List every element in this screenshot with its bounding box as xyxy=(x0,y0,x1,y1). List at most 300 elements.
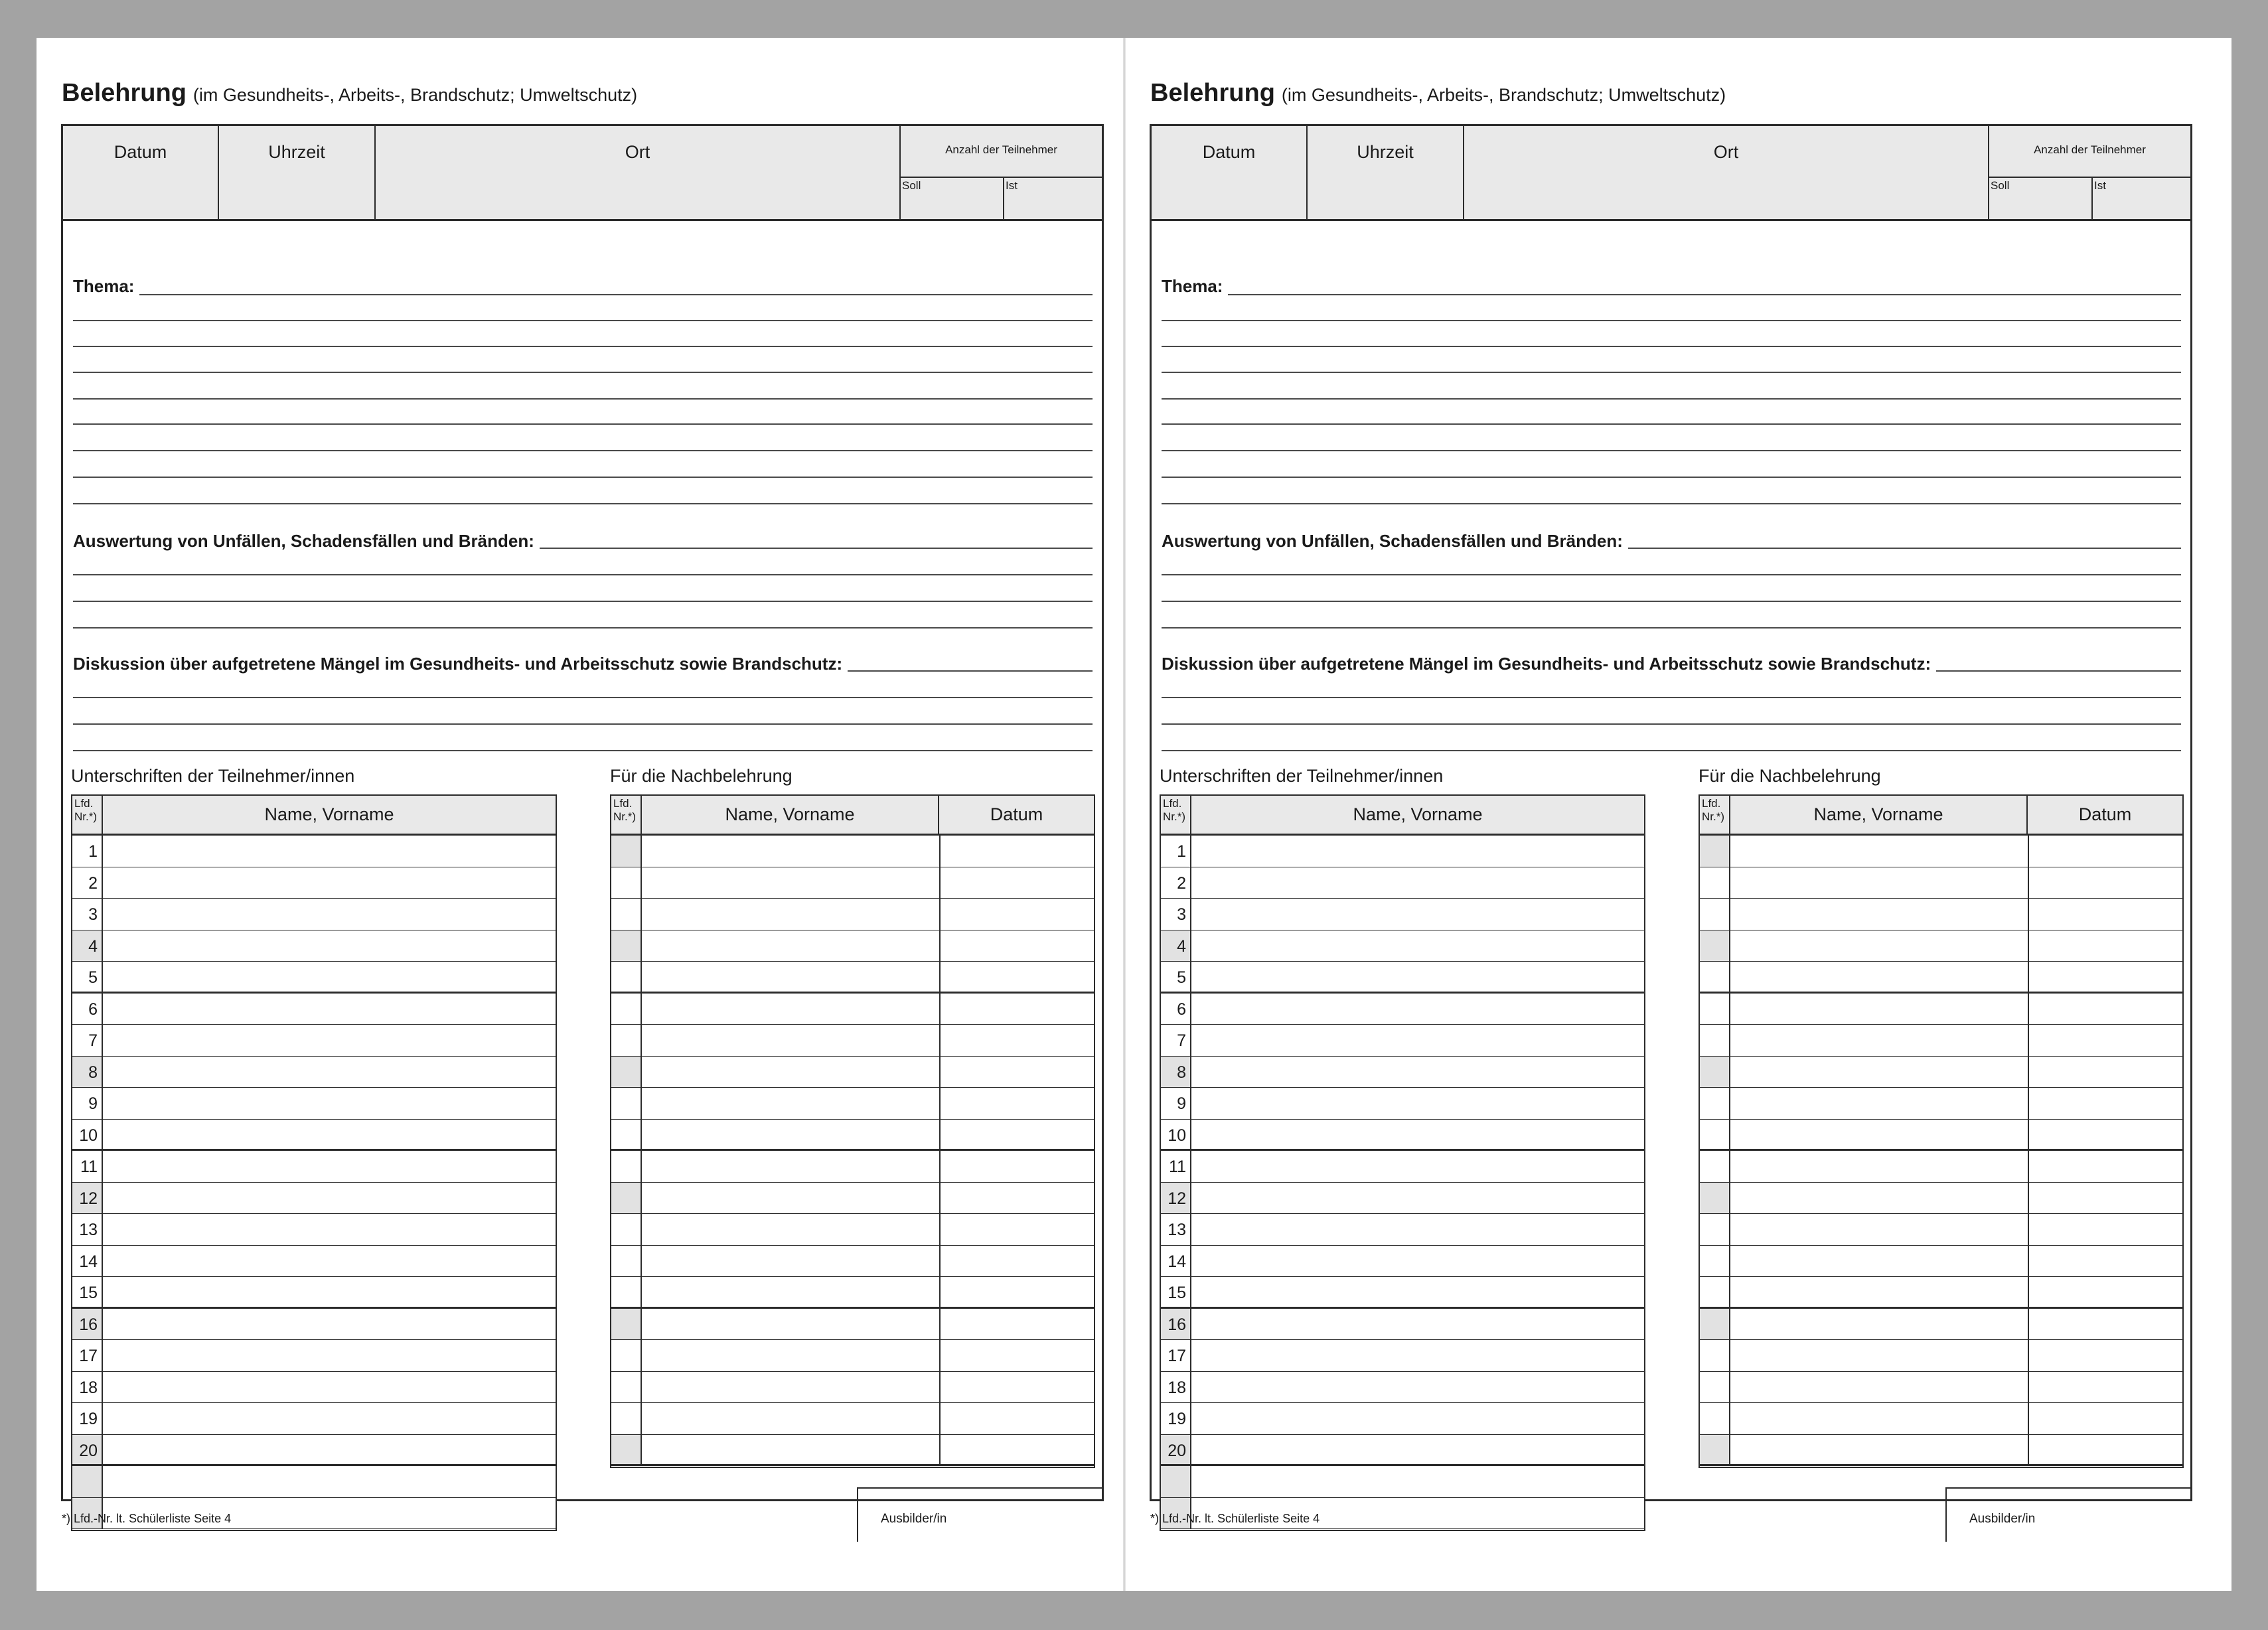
nachbelehrung-row[interactable] xyxy=(1700,867,2182,899)
row-number: 4 xyxy=(1161,930,1191,962)
datum-column-divider xyxy=(939,1088,941,1119)
row-number-cell xyxy=(611,1277,642,1307)
row-number-cell xyxy=(1700,1214,1730,1245)
row-number: 13 xyxy=(72,1214,103,1245)
row-number-cell xyxy=(611,1151,642,1182)
nachbelehrung-lfd-header xyxy=(611,796,642,834)
datum-column-divider xyxy=(939,1277,941,1307)
writing-line[interactable] xyxy=(1162,574,2181,575)
datum-column-divider xyxy=(939,1214,941,1245)
row-number: 19 xyxy=(1161,1403,1191,1434)
header-datum-field[interactable] xyxy=(1152,126,1308,219)
writing-line[interactable] xyxy=(1162,398,2181,400)
writing-line[interactable] xyxy=(1162,750,2181,751)
row-number: 1 xyxy=(72,836,103,867)
signature-row[interactable] xyxy=(72,1309,556,1341)
writing-line[interactable] xyxy=(73,372,1093,373)
writing-line[interactable] xyxy=(73,601,1093,602)
signature-row[interactable] xyxy=(1161,1183,1644,1215)
nachbelehrung-row[interactable] xyxy=(1700,930,2182,962)
row-number-cell xyxy=(1700,1025,1730,1056)
lfd-header-line2: Nr.*) xyxy=(74,810,97,823)
row-number: 4 xyxy=(72,930,103,962)
nachbelehrung-row[interactable] xyxy=(1700,1214,2182,1246)
footnote: *) Lfd.-Nr. lt. Schülerliste Seite 4 xyxy=(62,1512,232,1525)
row-number xyxy=(72,1466,103,1497)
signature-row[interactable] xyxy=(1161,899,1644,930)
form-title-subtitle: (im Gesundheits-, Arbeits-, Brandschutz; Umweltschutz) xyxy=(192,85,638,105)
nachbelehrung-row[interactable] xyxy=(611,1120,1094,1151)
signature-row[interactable] xyxy=(72,1246,556,1278)
datum-column-divider xyxy=(2028,1309,2029,1340)
datum-column-divider xyxy=(2028,1277,2029,1307)
datum-column-divider xyxy=(939,836,941,867)
nachbelehrung-row[interactable] xyxy=(1700,994,2182,1025)
datum-column-divider xyxy=(939,1403,941,1434)
signature-row[interactable] xyxy=(72,994,556,1025)
signature-row[interactable] xyxy=(72,1120,556,1151)
diskussion-label: Diskussion über aufgetretene Mängel im Gesundheits- und Arbeitsschutz sowie Brandschutz: xyxy=(1162,654,1936,674)
nachbelehrung-table-header xyxy=(611,796,1094,836)
row-number-cell xyxy=(611,1183,642,1214)
row-number-cell xyxy=(611,836,642,867)
datum-column-divider xyxy=(2028,1403,2029,1434)
datum-column-divider xyxy=(2028,930,2029,962)
form-title xyxy=(1150,79,1726,108)
datum-column-divider xyxy=(2028,1214,2029,1245)
writing-line[interactable] xyxy=(73,346,1093,347)
nachbelehrung-row[interactable] xyxy=(611,1340,1094,1372)
lfd-header-line2: Nr.*) xyxy=(1702,810,1724,823)
header-soll-field[interactable] xyxy=(901,178,1004,219)
datum-column-divider xyxy=(2028,994,2029,1025)
header-datum-label: Datum xyxy=(113,142,167,162)
signature-row[interactable] xyxy=(1161,1309,1644,1341)
row-number-cell xyxy=(1700,1435,1730,1465)
nachbelehrung-row[interactable] xyxy=(1700,1340,2182,1372)
row-number-cell xyxy=(1700,962,1730,992)
nachbelehrung-row[interactable] xyxy=(1700,1183,2182,1215)
header-ist-field[interactable] xyxy=(1004,178,1102,219)
lfd-header-line2: Nr.*) xyxy=(613,810,636,823)
row-number: 9 xyxy=(1161,1088,1191,1119)
nachbelehrung-row[interactable] xyxy=(611,1246,1094,1278)
writing-line[interactable] xyxy=(73,627,1093,629)
nachbelehrung-row[interactable] xyxy=(611,994,1094,1025)
datum-column-divider xyxy=(939,899,941,930)
signature-row[interactable] xyxy=(72,962,556,994)
writing-line[interactable] xyxy=(73,723,1093,725)
header-ist-field[interactable] xyxy=(2093,178,2190,219)
row-number-cell xyxy=(611,867,642,899)
datum-column-divider xyxy=(2028,1183,2029,1214)
nachbelehrung-row[interactable] xyxy=(611,962,1094,994)
row-number-cell xyxy=(1700,1340,1730,1371)
nachbelehrung-name-header: Name, Vorname xyxy=(642,796,939,834)
nachbelehrung-row[interactable] xyxy=(1700,1120,2182,1151)
signature-row[interactable] xyxy=(1161,930,1644,962)
row-number-cell xyxy=(611,1309,642,1340)
form-page-left xyxy=(37,38,1123,1591)
writing-line[interactable] xyxy=(73,423,1093,425)
nachbelehrung-row[interactable] xyxy=(1700,1309,2182,1341)
signature-row[interactable] xyxy=(1161,1151,1644,1183)
signature-row[interactable] xyxy=(72,1088,556,1120)
nachbelehrung-row[interactable] xyxy=(611,930,1094,962)
row-number-cell xyxy=(1700,1309,1730,1340)
row-number-cell xyxy=(611,1246,642,1277)
diskussion-label: Diskussion über aufgetretene Mängel im Gesundheits- und Arbeitsschutz sowie Brandschutz: xyxy=(73,654,848,674)
row-number: 12 xyxy=(1161,1183,1191,1214)
row-number-cell xyxy=(1700,836,1730,867)
nachbelehrung-row[interactable] xyxy=(1700,1403,2182,1435)
row-number-cell xyxy=(1700,1120,1730,1149)
datum-column-divider xyxy=(939,1183,941,1214)
signature-row[interactable] xyxy=(72,1340,556,1372)
signature-row[interactable] xyxy=(72,1403,556,1435)
signature-row[interactable] xyxy=(1161,1246,1644,1278)
datum-column-divider xyxy=(939,867,941,899)
nachbelehrung-row[interactable] xyxy=(1700,1088,2182,1120)
datum-column-divider xyxy=(2028,867,2029,899)
header-soll-label: Soll xyxy=(1991,179,2010,192)
writing-line[interactable] xyxy=(73,320,1093,321)
signature-row[interactable] xyxy=(72,836,556,867)
row-number-cell xyxy=(611,1025,642,1056)
header-uhrzeit-field[interactable] xyxy=(219,126,376,219)
datum-column-divider xyxy=(2028,1088,2029,1119)
signature-row[interactable] xyxy=(1161,1214,1644,1246)
datum-column-divider xyxy=(2028,962,2029,992)
nachbelehrung-row[interactable] xyxy=(611,1435,1094,1467)
header-row xyxy=(63,126,1102,221)
nachbelehrung-caption: Für die Nachbelehrung xyxy=(610,766,793,786)
writing-line[interactable] xyxy=(1162,627,2181,629)
signature-row[interactable] xyxy=(1161,1340,1644,1372)
header-anzahl-label: Anzahl der Teilnehmer xyxy=(901,126,1102,178)
writing-line[interactable] xyxy=(73,750,1093,751)
signatures-name-header: Name, Vorname xyxy=(1353,804,1483,824)
auswertung-label: Auswertung von Unfällen, Schadensfällen und Bränden: xyxy=(73,531,540,552)
header-ist-label: Ist xyxy=(1006,179,1018,192)
row-number: 17 xyxy=(1161,1340,1191,1371)
row-number-cell xyxy=(1700,1372,1730,1403)
form-page-right xyxy=(1125,38,2212,1591)
nachbelehrung-row[interactable] xyxy=(611,899,1094,930)
datum-column-divider xyxy=(939,1151,941,1182)
nachbelehrung-row[interactable] xyxy=(1700,1435,2182,1467)
row-number: 18 xyxy=(1161,1372,1191,1403)
signatures-table-header xyxy=(1161,796,1644,836)
writing-line[interactable] xyxy=(73,294,1093,295)
row-number: 14 xyxy=(72,1246,103,1277)
signatures-lfd-header xyxy=(1161,796,1191,834)
writing-line[interactable] xyxy=(73,503,1093,504)
header-datum-field[interactable] xyxy=(63,126,219,219)
nachbelehrung-row[interactable] xyxy=(1700,1277,2182,1309)
datum-column-divider xyxy=(2028,1372,2029,1403)
datum-column-divider xyxy=(939,1309,941,1340)
row-number: 6 xyxy=(1161,994,1191,1025)
datum-column-divider xyxy=(939,1372,941,1403)
header-soll-label: Soll xyxy=(902,179,921,192)
row-number-cell xyxy=(1700,994,1730,1025)
header-ort-label: Ort xyxy=(625,142,650,162)
writing-line[interactable] xyxy=(1162,346,2181,347)
writing-line[interactable] xyxy=(73,697,1093,698)
nachbelehrung-table-header xyxy=(1700,796,2182,836)
writing-line[interactable] xyxy=(1162,320,2181,321)
datum-column-divider xyxy=(2028,1057,2029,1088)
row-number: 11 xyxy=(72,1151,103,1182)
row-number: 6 xyxy=(72,994,103,1025)
header-datum-label: Datum xyxy=(1202,142,1256,162)
row-number: 7 xyxy=(1161,1025,1191,1056)
signature-row[interactable] xyxy=(72,1183,556,1215)
signature-row[interactable] xyxy=(72,1435,556,1467)
writing-line[interactable] xyxy=(1162,294,2181,295)
row-number: 8 xyxy=(72,1057,103,1088)
row-number: 13 xyxy=(1161,1214,1191,1245)
datum-column-divider xyxy=(939,1340,941,1371)
signatures-lfd-header xyxy=(72,796,103,834)
row-number: 19 xyxy=(72,1403,103,1434)
nachbelehrung-row[interactable] xyxy=(611,1214,1094,1246)
nachbelehrung-datum-header: Datum xyxy=(990,804,1043,824)
lfd-header-line2: Nr.*) xyxy=(1163,810,1185,823)
datum-column-divider xyxy=(939,1057,941,1088)
header-row xyxy=(1152,126,2190,221)
thema-label: Thema: xyxy=(1162,276,1228,297)
row-number: 3 xyxy=(72,899,103,930)
signature-row[interactable] xyxy=(1161,1277,1644,1309)
nachbelehrung-row[interactable] xyxy=(611,1183,1094,1215)
form-title-main: Belehrung xyxy=(62,79,187,107)
datum-column-divider xyxy=(939,1025,941,1056)
row-number: 5 xyxy=(72,962,103,992)
row-number: 1 xyxy=(1161,836,1191,867)
ausbilder-label: Ausbilder/in xyxy=(1969,1512,2036,1526)
datum-column-divider xyxy=(939,1246,941,1277)
datum-column-divider xyxy=(2028,1025,2029,1056)
row-number: 5 xyxy=(1161,962,1191,992)
datum-column-divider xyxy=(2028,899,2029,930)
header-uhrzeit-label: Uhrzeit xyxy=(1357,142,1414,162)
signature-row[interactable] xyxy=(72,1214,556,1246)
form-title-main: Belehrung xyxy=(1150,79,1275,107)
row-number: 11 xyxy=(1161,1151,1191,1182)
signatures-caption: Unterschriften der Teilnehmer/innen xyxy=(71,766,355,786)
header-ort-field[interactable] xyxy=(376,126,901,219)
datum-column-divider xyxy=(939,1120,941,1149)
nachbelehrung-row[interactable] xyxy=(1700,1151,2182,1183)
nachbelehrung-row[interactable] xyxy=(1700,1025,2182,1057)
signature-row[interactable] xyxy=(72,1151,556,1183)
form-title xyxy=(62,79,637,108)
nachbelehrung-row[interactable] xyxy=(611,1309,1094,1341)
row-number-cell xyxy=(1700,867,1730,899)
lfd-header-line1: Lfd. xyxy=(1702,797,1721,810)
signatures-table-header xyxy=(72,796,556,836)
signature-row[interactable] xyxy=(1161,994,1644,1025)
footnote: *) Lfd.-Nr. lt. Schülerliste Seite 4 xyxy=(1150,1512,1320,1525)
nachbelehrung-row[interactable] xyxy=(1700,1372,2182,1404)
nachbelehrung-table xyxy=(1699,794,2184,1468)
row-number: 9 xyxy=(72,1088,103,1119)
writing-line[interactable] xyxy=(1162,477,2181,478)
row-number-cell xyxy=(1700,1057,1730,1088)
writing-line[interactable] xyxy=(1162,697,2181,698)
nachbelehrung-caption: Für die Nachbelehrung xyxy=(1699,766,1881,786)
row-number-cell xyxy=(1700,1277,1730,1307)
document-sheet xyxy=(37,38,2231,1591)
row-number-cell xyxy=(1700,1088,1730,1119)
writing-line[interactable] xyxy=(73,477,1093,478)
writing-line[interactable] xyxy=(1162,723,2181,725)
row-number: 10 xyxy=(1161,1120,1191,1149)
lfd-header-line1: Lfd. xyxy=(1163,797,1182,810)
signatures-table xyxy=(1160,794,1645,1531)
row-number: 20 xyxy=(1161,1435,1191,1465)
row-number-cell xyxy=(611,1372,642,1403)
signature-row[interactable] xyxy=(72,899,556,930)
signature-row[interactable] xyxy=(1161,1025,1644,1057)
header-uhrzeit-field[interactable] xyxy=(1308,126,1464,219)
row-number: 17 xyxy=(72,1340,103,1371)
header-ort-label: Ort xyxy=(1713,142,1739,162)
nachbelehrung-row[interactable] xyxy=(1700,962,2182,994)
nachbelehrung-row[interactable] xyxy=(1700,836,2182,867)
row-number-cell xyxy=(611,1057,642,1088)
thema-label: Thema: xyxy=(73,276,139,297)
nachbelehrung-lfd-header xyxy=(1700,796,1730,834)
datum-column-divider xyxy=(939,962,941,992)
row-number-cell xyxy=(611,899,642,930)
signature-row[interactable] xyxy=(1161,1057,1644,1088)
datum-column-divider xyxy=(2028,1120,2029,1149)
datum-column-divider xyxy=(2028,1151,2029,1182)
row-number-cell xyxy=(1700,899,1730,930)
row-number xyxy=(1161,1466,1191,1497)
signature-row[interactable] xyxy=(72,1466,556,1498)
writing-line[interactable] xyxy=(73,450,1093,451)
nachbelehrung-row[interactable] xyxy=(611,1025,1094,1057)
row-number: 16 xyxy=(1161,1309,1191,1340)
writing-line[interactable] xyxy=(1162,503,2181,504)
signature-row[interactable] xyxy=(1161,836,1644,867)
nachbelehrung-row[interactable] xyxy=(611,1277,1094,1309)
header-ist-label: Ist xyxy=(2094,179,2106,192)
signature-row[interactable] xyxy=(1161,1088,1644,1120)
row-number: 16 xyxy=(72,1309,103,1340)
row-number-cell xyxy=(1700,930,1730,962)
signature-row[interactable] xyxy=(72,1057,556,1088)
signature-row[interactable] xyxy=(1161,1372,1644,1404)
row-number: 18 xyxy=(72,1372,103,1403)
row-number-cell xyxy=(611,1435,642,1465)
signature-row[interactable] xyxy=(72,1025,556,1057)
writing-line[interactable] xyxy=(73,398,1093,400)
writing-line[interactable] xyxy=(1162,372,2181,373)
writing-line[interactable] xyxy=(1162,423,2181,425)
header-soll-field[interactable] xyxy=(1989,178,2093,219)
datum-column-divider xyxy=(2028,1246,2029,1277)
signature-row[interactable] xyxy=(72,867,556,899)
header-anzahl-label: Anzahl der Teilnehmer xyxy=(1989,126,2190,178)
signature-row[interactable] xyxy=(1161,867,1644,899)
datum-column-divider xyxy=(2028,836,2029,867)
datum-column-divider xyxy=(939,1435,941,1465)
row-number: 15 xyxy=(1161,1277,1191,1307)
row-number: 2 xyxy=(1161,867,1191,899)
header-uhrzeit-label: Uhrzeit xyxy=(268,142,325,162)
row-number: 8 xyxy=(1161,1057,1191,1088)
row-number: 7 xyxy=(72,1025,103,1056)
datum-column-divider xyxy=(939,930,941,962)
row-number: 10 xyxy=(72,1120,103,1149)
row-number: 15 xyxy=(72,1277,103,1307)
row-number-cell xyxy=(1700,1403,1730,1434)
form-title-subtitle: (im Gesundheits-, Arbeits-, Brandschutz; Umweltschutz) xyxy=(1281,85,1726,105)
row-number-cell xyxy=(1700,1183,1730,1214)
writing-line[interactable] xyxy=(1162,450,2181,451)
signatures-caption: Unterschriften der Teilnehmer/innen xyxy=(1160,766,1444,786)
signature-row[interactable] xyxy=(1161,962,1644,994)
signature-row[interactable] xyxy=(1161,1120,1644,1151)
row-number-cell xyxy=(611,1214,642,1245)
row-number: 12 xyxy=(72,1183,103,1214)
nachbelehrung-datum-header: Datum xyxy=(2078,804,2132,824)
row-number-cell xyxy=(611,930,642,962)
header-anzahl-group xyxy=(901,126,1102,219)
nachbelehrung-row[interactable] xyxy=(611,867,1094,899)
nachbelehrung-name-header: Name, Vorname xyxy=(1730,796,2028,834)
signatures-table xyxy=(71,794,557,1531)
nachbelehrung-row[interactable] xyxy=(1700,1246,2182,1278)
row-number: 20 xyxy=(72,1435,103,1465)
row-number-cell xyxy=(611,1403,642,1434)
ausbilder-label: Ausbilder/in xyxy=(881,1512,947,1526)
nachbelehrung-row[interactable] xyxy=(611,1088,1094,1120)
writing-line[interactable] xyxy=(1162,601,2181,602)
signature-row[interactable] xyxy=(1161,1403,1644,1435)
signature-row[interactable] xyxy=(1161,1435,1644,1467)
lfd-header-line1: Lfd. xyxy=(613,797,633,810)
header-ort-field[interactable] xyxy=(1464,126,1989,219)
signature-row[interactable] xyxy=(72,930,556,962)
signature-row[interactable] xyxy=(72,1277,556,1309)
nachbelehrung-row[interactable] xyxy=(611,1151,1094,1183)
signature-row[interactable] xyxy=(1161,1466,1644,1498)
nachbelehrung-row[interactable] xyxy=(611,1403,1094,1435)
nachbelehrung-row[interactable] xyxy=(611,836,1094,867)
signatures-name-header: Name, Vorname xyxy=(264,804,394,824)
row-number-cell xyxy=(611,1120,642,1149)
nachbelehrung-row[interactable] xyxy=(1700,899,2182,930)
datum-column-divider xyxy=(2028,1340,2029,1371)
writing-line[interactable] xyxy=(73,574,1093,575)
nachbelehrung-row[interactable] xyxy=(611,1057,1094,1088)
header-anzahl-group xyxy=(1989,126,2190,219)
row-number-cell xyxy=(611,994,642,1025)
datum-column-divider xyxy=(2028,1435,2029,1465)
nachbelehrung-row[interactable] xyxy=(1700,1057,2182,1088)
nachbelehrung-row[interactable] xyxy=(611,1372,1094,1404)
row-number-cell xyxy=(611,1340,642,1371)
row-number-cell xyxy=(611,962,642,992)
signature-row[interactable] xyxy=(72,1372,556,1404)
row-number: 3 xyxy=(1161,899,1191,930)
